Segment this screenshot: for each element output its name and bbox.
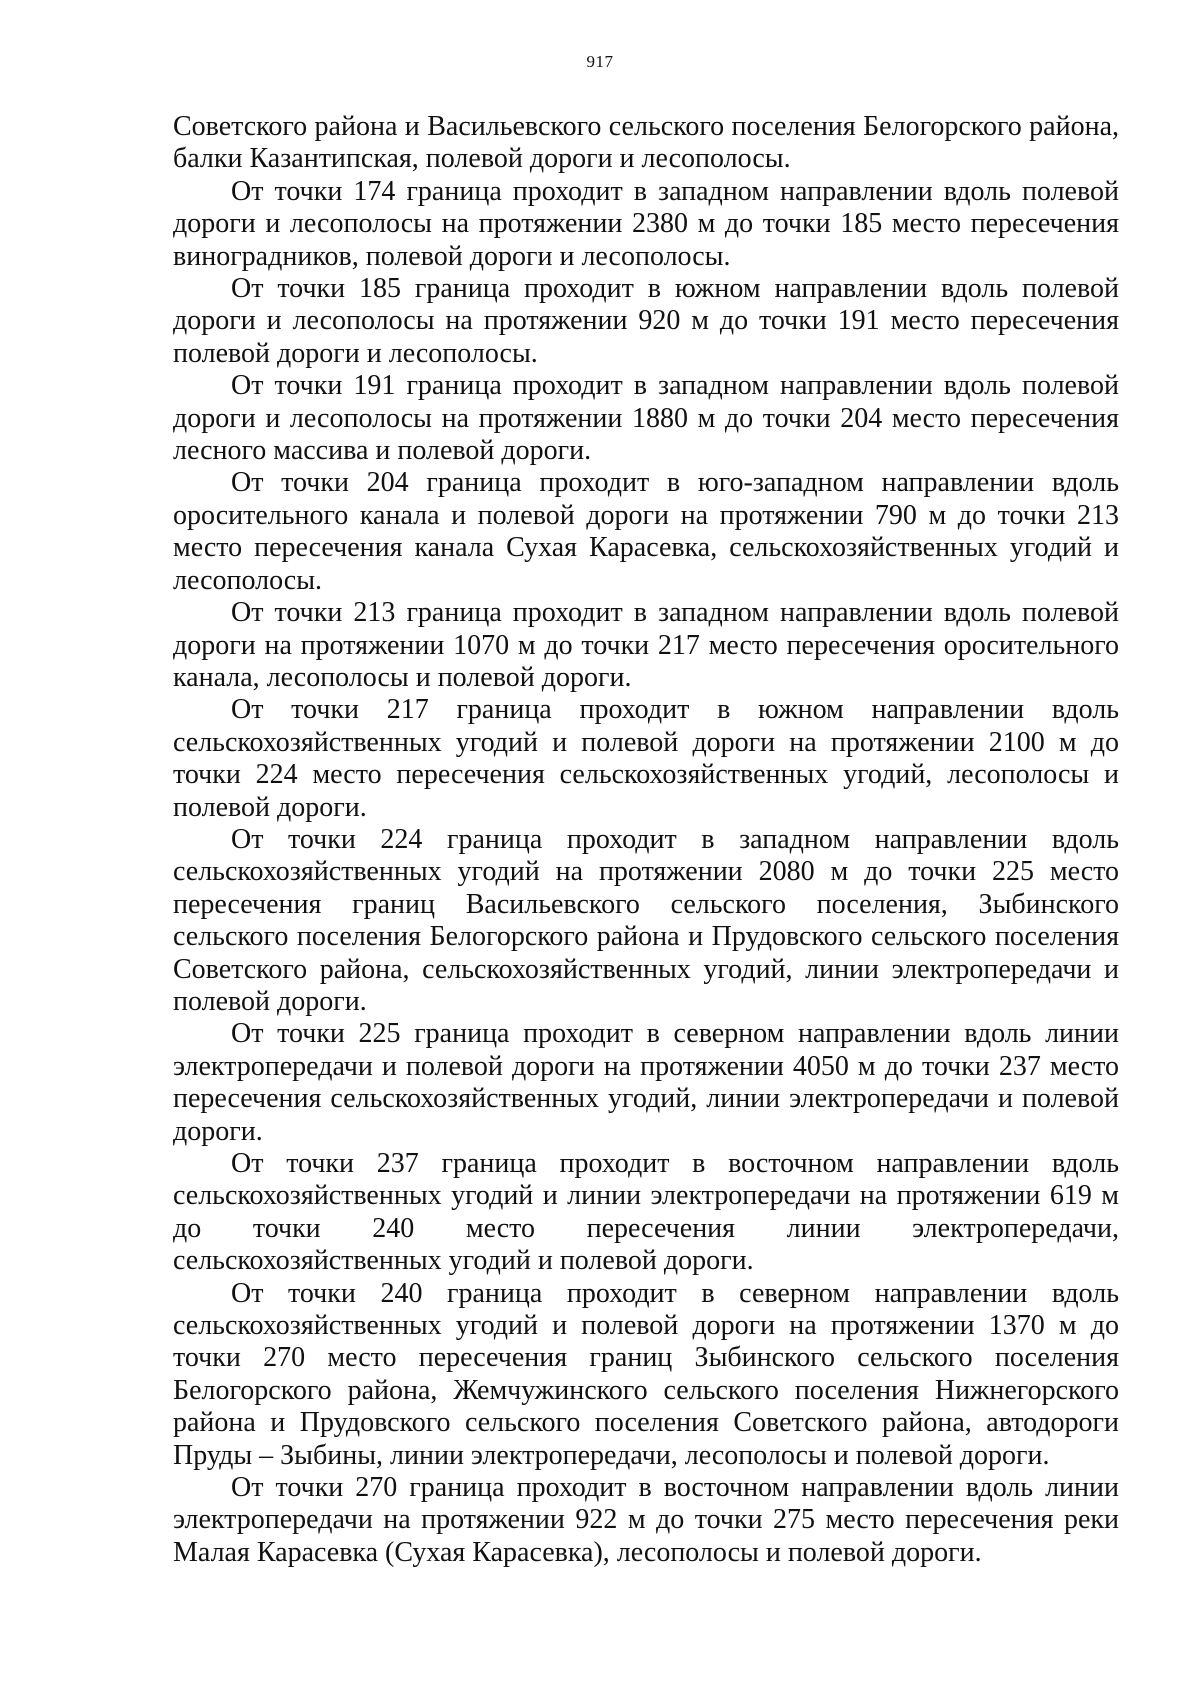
paragraph-point-213: От точки 213 граница проходит в западном направлении вдоль полевой дороги на протяжении 1070 м до точки 217 место пересечения оросительного канала, лесополосы и полевой дороги. [173,597,1119,693]
paragraph-point-185: От точки 185 граница проходит в южном направлении вдоль полевой дороги и лесополосы на протяжении 920 м до точки 191 место пересечения полевой дороги и лесополосы. [173,273,1119,369]
paragraph-point-174: От точки 174 граница проходит в западном направлении вдоль полевой дороги и лесополосы на протяжении 2380 м до точки 185 место пересечения виноградников, полевой дороги и лесополосы. [173,175,1119,272]
paragraph-point-270: От точки 270 граница проходит в восточном направлении вдоль линии электропередачи на протяжении 922 м до точки 275 место пересечения реки Малая Карасевка (Сухая Карасевка), лесополосы и полевой дороги. [173,1472,1119,1568]
paragraph-point-240: От точки 240 граница проходит в северном направлении вдоль сельскохозяйственных угодий и полевой дороги на протяжении 1370 м до точки 270 место пересечения границ Зыбинского сельского поселения Белогорского района, Жемчужинского сельского поселения Нижнегорского района и Прудовского сельского поселения Советского района, автодороги Пруды – Зыбины, линии электропередачи, лесополосы и полевой дороги. [173,1277,1119,1471]
document-body [173,111,1119,1569]
page-number: 917 [586,52,614,71]
paragraph-point-217: От точки 217 граница проходит в южном направлении вдоль сельскохозяйственных угодий и полевой дороги на протяжении 2100 м до точки 224 место пересечения сельскохозяйственных угодий, лесополосы и полевой дороги. [173,694,1119,823]
paragraph-point-204: От точки 204 граница проходит в юго-западном направлении вдоль оросительного канала и полевой дороги на протяжении 790 м до точки 213 место пересечения канала Сухая Карасевка, сельскохозяйственных угодий и лесополосы. [173,467,1119,596]
paragraph-continued: Советского района и Васильевского сельского поселения Белогорского района, балки Казантипская, полевой дороги и лесополосы. [173,111,1119,175]
paragraph-point-225: От точки 225 граница проходит в северном направлении вдоль линии электропередачи и полевой дороги на протяжении 4050 м до точки 237 место пересечения сельскохозяйственных угодий, линии электропередачи и полевой дороги. [173,1018,1119,1147]
paragraph-point-191: От точки 191 граница проходит в западном направлении вдоль полевой дороги и лесополосы на протяжении 1880 м до точки 204 место пересечения лесного массива и полевой дороги. [173,370,1119,467]
paragraph-point-224: От точки 224 граница проходит в западном направлении вдоль сельскохозяйственных угодий на протяжении 2080 м до точки 225 место пересечения границ Васильевского сельского поселения, Зыбинского сельского поселения Белогорского района и Прудовского сельского поселения Советского района, сельскохозяйственных угодий, линии электропередачи и полевой дороги. [173,823,1119,1017]
paragraph-point-237: От точки 237 граница проходит в восточном направлении вдоль сельскохозяйственных угодий и линии электропередачи на протяжении 619 м до точки 240 место пересечения линии электропередачи, сельскохозяйственных угодий и полевой дороги. [173,1148,1119,1277]
